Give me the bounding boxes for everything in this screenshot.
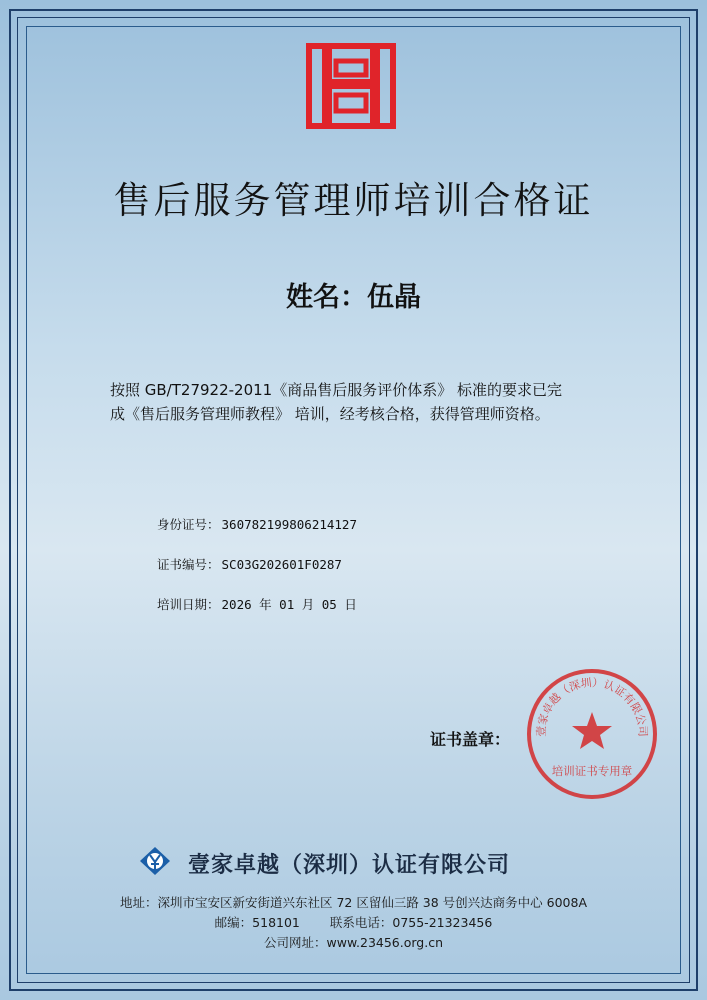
id-number-label: 身份证号： (157, 517, 220, 532)
body-line-1: 按照 GB/T27922-2011《商品售后服务评价体系》 标准的要求已完 (110, 381, 562, 399)
stamp-bottom-text: 培训证书专用章 (551, 764, 633, 778)
postcode-value: 518101 (252, 915, 300, 930)
contact-row (0, 913, 707, 931)
cert-number-field (157, 555, 342, 573)
company-logo-icon (138, 845, 172, 877)
cert-number-value: SC03G202601F0287 (221, 557, 342, 572)
cert-number-label: 证书编号： (157, 557, 220, 572)
seal-label: 证书盖章： (430, 730, 511, 749)
name-label: 姓名： (286, 282, 367, 313)
body-line-2: 成《售后服务管理师教程》 培训，经考核合格，获得管理师资格。 (110, 405, 550, 423)
id-number-field (157, 515, 357, 533)
stamp-arc-text: 壹家卓越（深圳）认证有限公司 (534, 676, 650, 737)
postcode-label: 邮编： (214, 915, 253, 930)
website-row (0, 933, 707, 951)
company-name: 壹家卓越（深圳）认证有限公司 (188, 853, 511, 878)
emblem-logo-icon (306, 43, 396, 129)
phone-value: 0755-21323456 (392, 915, 493, 930)
certificate-body (110, 378, 610, 426)
company-address: 地址：深圳市宝安区新安街道兴东社区 72 区留仙三路 38 号创兴达商务中心 6008A (119, 895, 588, 910)
training-date-value: 2026 年 01 月 05 日 (221, 597, 357, 612)
official-stamp-icon (525, 667, 659, 801)
website-value: www.23456.org.cn (326, 935, 444, 950)
certificate-title: 售后服务管理师培训合格证 (113, 179, 594, 222)
inner-border (26, 26, 681, 974)
phone-label: 联系电话： (329, 915, 393, 930)
name-row (0, 275, 707, 314)
id-number-value: 360782199806214127 (221, 517, 357, 532)
training-date-field (157, 595, 357, 613)
training-date-label: 培训日期： (157, 597, 220, 612)
website-label: 公司网址： (263, 935, 327, 950)
name-value: 伍晶 (367, 282, 421, 313)
